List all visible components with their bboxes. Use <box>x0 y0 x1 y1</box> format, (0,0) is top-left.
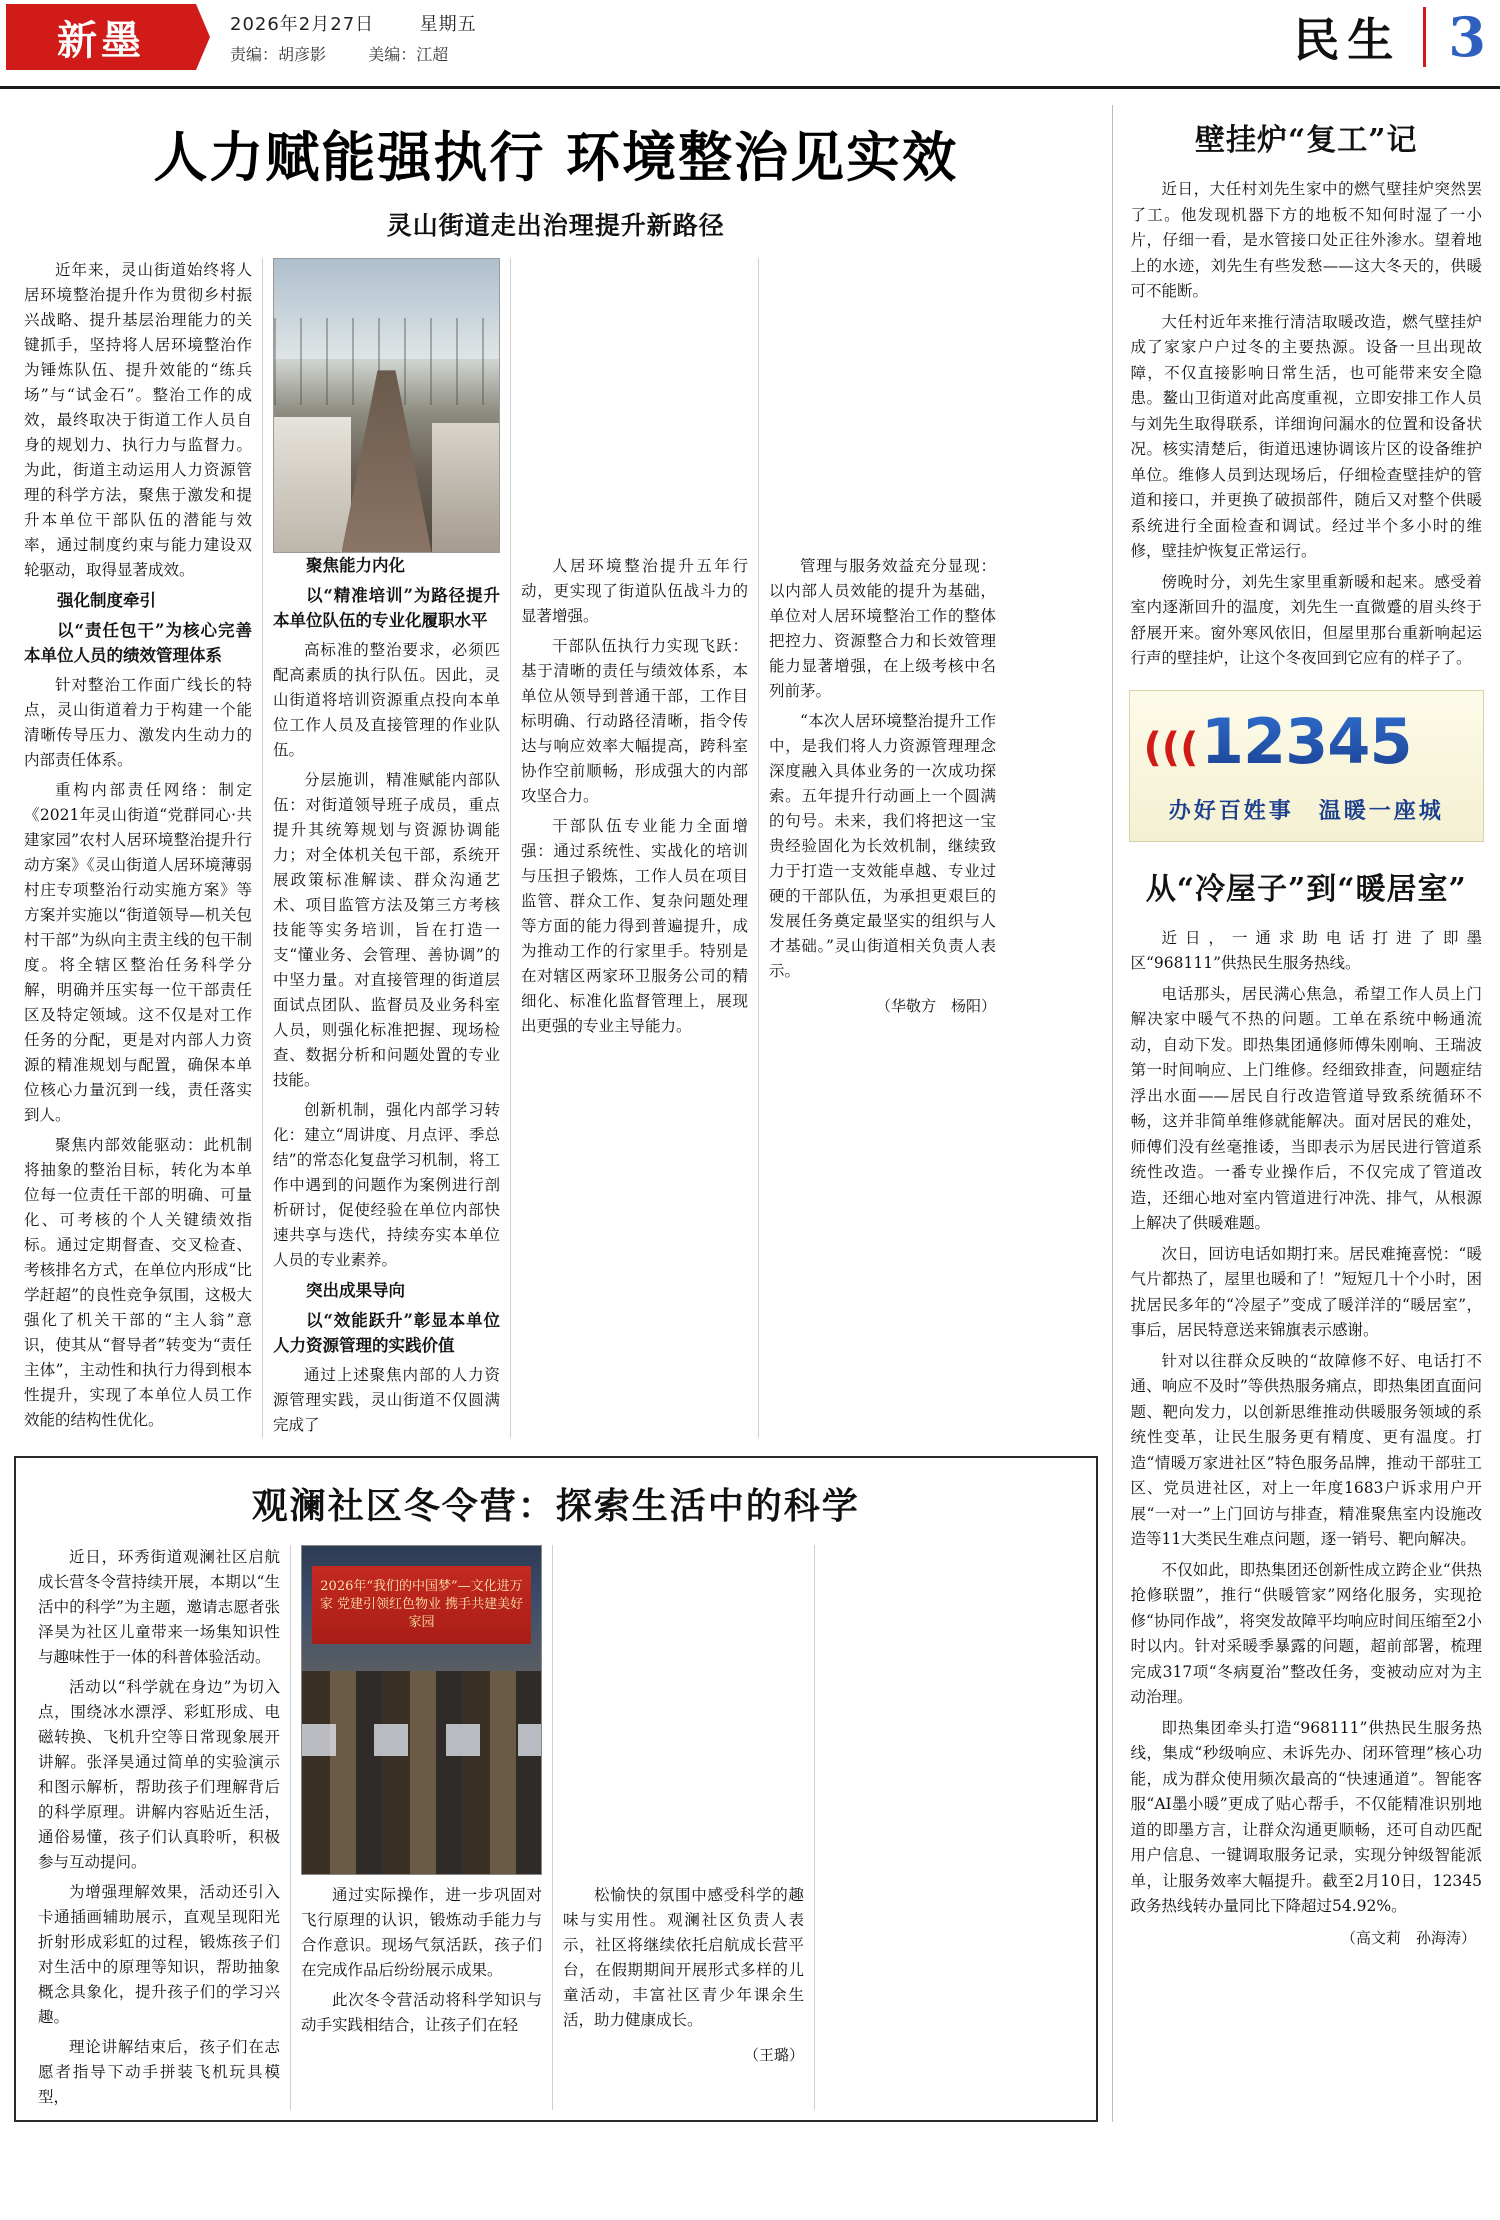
paragraph: 近日，大任村刘先生家中的燃气壁挂炉突然罢了工。他发现机器下方的地板不知何时湿了一小片，仔细一看，是水管接口处正往外渗水。望着地上的水迹，刘先生有些发愁——这大冬天的，供暖可不能断。 <box>1130 180 1482 300</box>
paragraph: 分层施训，精准赋能内部队伍：对街道领导班子成员，重点提升其统筹规划与资源协调能力；对全体机关包干部，系统开展政策标准解读、群众沟通艺术、项目监管方法及第三方考核技能等实务培训，旨在打造一支“懂业务、会管理、善协调”的中坚力量。对直接管理的街道层面试点团队、监督员及业务科室人员，则强化标准把握、现场检查、数据分析和问题处置的专业技能。 <box>273 771 500 1089</box>
publication-date: 2026年2月27日 <box>230 14 375 35</box>
layout-editor-credit: 美编：江超 <box>368 45 449 64</box>
paragraph: 傍晚时分，刘先生家里重新暖和起来。感受着室内逐渐回升的温度，刘先生一直微蹙的眉头终于舒展开来。窗外寒风依旧，但屋里那台重新响起运行声的壁挂炉，让这个冬夜回到它应有的样子了。 <box>1130 572 1482 667</box>
main-subheadline: 灵山街道走出治理提升新路径 <box>386 211 725 240</box>
masthead <box>0 0 1500 89</box>
paragraph: 人居环境整治提升五年行动，更实现了街道队伍战斗力的显著增强。 <box>521 557 748 625</box>
article-column-1 <box>14 258 262 1438</box>
section-subtitle: 以“责任包干”为核心完善本单位人员的绩效管理体系 <box>24 621 252 665</box>
photo-banner-text: 2026年“我们的中国梦”—文化进万家 党建引领红色物业 携手共建美好家园 <box>312 1566 532 1645</box>
boxed-article <box>14 1456 1098 2122</box>
paragraph: 松愉快的氛围中感受科学的趣味与实用性。观澜社区负责人表示，社区将继续依托启航成长营平台，在假期期间开展形式多样的儿童活动，丰富社区青少年课余生活，助力健康成长。 <box>563 1886 804 2029</box>
editor-credit: 责编：胡彦影 <box>230 45 327 64</box>
paragraph: 创新机制，强化内部学习转化：建立“周讲度、月点评、季总结”的常态化复盘学习机制，将工作中遇到的问题作为案例进行剖析研讨，促使经验在单位内部快速共享与迭代，持续夯实本单位人员的专业素养。 <box>273 1101 500 1269</box>
paragraph: 针对整治工作面广线长的特点，灵山街道着力于构建一个能清晰传导压力、激发内生动力的内部责任体系。 <box>24 676 252 769</box>
left-zone <box>14 89 1098 2122</box>
article-photo-village-road <box>273 258 500 553</box>
article-byline: （华敬方 杨阳） <box>875 997 996 1015</box>
paragraph: 通过上述聚焦内部的人力资源管理实践，灵山街道不仅圆满完成了 <box>273 1366 500 1434</box>
boxed-article-title: 观澜社区冬令营：探索生活中的科学 <box>251 1485 860 1527</box>
section-subtitle: 突出成果导向 <box>306 1281 405 1300</box>
right-zone <box>1127 89 1487 2122</box>
right-article1-body <box>1127 177 1487 672</box>
main-headline: 人力赋能强执行 环境整治见实效 <box>153 125 959 189</box>
publication-weekday: 星期五 <box>419 14 477 35</box>
article-column-3 <box>510 258 758 1438</box>
section-subtitle: 聚焦能力内化 <box>306 556 405 575</box>
boxed-article-photo-winter-camp <box>301 1545 542 1875</box>
paragraph: 活动以“科学就在身边”为切入点，围绕冰水漂浮、彩虹形成、电磁转换、飞机升空等日常现象展开讲解。张泽昊通过简单的实验演示和图示解析，帮助孩子们理解背后的科学原理。讲解内容贴近生活，通俗易懂，孩子们认真聆听，积极参与互动提问。 <box>38 1678 280 1871</box>
article-column-4 <box>758 258 1006 1438</box>
paragraph: 管理与服务效益充分显现：以内部人员效能的提升为基础，单位对人居环境整治工作的整体把控力、资源整合力和长效管理能力显著增强，在上级考核中名列前茅。 <box>769 557 996 700</box>
paragraph: 聚焦内部效能驱动：此机制将抽象的整治目标，转化为本单位每一位责任干部的明确、可量化、可考核的个人关键绩效指标。通过定期督查、交叉检查、考核排名方式，在单位内形成“比学赶超”的良性竞争氛围，这极大强化了机关干部的“主人翁”意识，使其从“督导者”转变为“责任主体”，主动性和执行力得到根本性提升，实现了本单位人员工作效能的结构性优化。 <box>24 1136 252 1429</box>
paragraph: 近日，一通求助电话打进了即墨区“968111”供热民生服务热线。 <box>1130 928 1482 972</box>
paragraph: 此次冬令营活动将科学知识与动手实践相结合，让孩子们在轻 <box>301 1991 542 2034</box>
paragraph: 电话那头，居民满心焦急，希望工作人员上门解决家中暖气不热的问题。工单在系统中畅通流动，自动下发。即热集团通修师傅朱刚响、王瑞波第一时间响应、上门维修。经细致排查，问题症结浮出水面——居民自行改造管道导致系统循环不畅，这并非简单维修就能解决。面对居民的难处，师傅们没有丝毫推诿，当即表示为居民进行管道系统性改造。一番专业操作后，不仅完成了管道改造，还细心地对室内管道进行冲洗、排气，从根源上解决了供暖难题。 <box>1130 984 1482 1232</box>
paragraph: 理论讲解结束后，孩子们在志愿者指导下动手拼装飞机玩具模型， <box>38 2038 280 2106</box>
paragraph: “本次人居环境整治提升工作中，是我们将人力资源管理理念深度融入具体业务的一次成功探索。五年提升行动画上一个圆满的句号。未来，我们将把这一宝贵经验固化为长效机制，继续致力于打造一支效能卓越、专业过硬的干部队伍，为承担更艰巨的发展任务奠定最坚实的组织与人才基础。”灵山街道相关负责人表示。 <box>769 712 996 980</box>
boxed-article-columns <box>28 1545 1084 2110</box>
hotline-number: 12345 <box>1130 705 1484 778</box>
paragraph: 近日，环秀街道观澜社区启航成长营冬令营持续开展，本期以“生活中的科学”为主题，邀请志愿者张泽昊为社区儿童带来一场集知识性与趣味性于一体的科普体验活动。 <box>38 1548 280 1666</box>
paragraph: 即热集团牵头打造“968111”供热民生服务热线，集成“秒级响应、未诉先办、闭环管理”核心功能，成为群众使用频次最高的“快速通道”。智能客服“AI墨小暖”更成了贴心帮手，不仅能精准识别地道的即墨方言，让群众沟通更顺畅，还可自动匹配用户信息、一键调取服务记录，实现分钟级智能派单，让服务效率大幅提升。截至2月10日，12345政务热线转办量同比下降超过54.92%。 <box>1130 1718 1482 1915</box>
page-body <box>0 89 1500 2122</box>
paragraph: 为增强理解效果，活动还引入卡通插画辅助展示，直观呈现阳光折射形成彩虹的过程，锻炼孩子们对生活中的原理等知识，帮助抽象概念具象化，提升孩子们的学习兴趣。 <box>38 1883 280 2026</box>
main-article-columns <box>14 258 1098 1438</box>
paragraph: 针对以往群众反映的“故障修不好、电话打不通、响应不及时”等供热服务痛点，即热集团直面问题、靶向发力，以创新思维推动供暖服务领域的系统性变革，让民生服务更有精度、更有温度。打造“情暖万家进社区”特色服务品牌，推动干部驻工区、党员进社区，对上一年度1683户诉求用户开展“一对一”上门回访与排查，精准聚焦室内设施改造等11大类民生难点问题，逐一销号、靶向解决。 <box>1130 1351 1482 1548</box>
paragraph: 近年来，灵山街道始终将人居环境整治提升作为贯彻乡村振兴战略、提升基层治理能力的关键抓手，坚持将人居环境整治作为锤炼队伍、提升效能的“练兵场”与“试金石”。整治工作的成效，最终取决于街道工作人员自身的规划力、执行力与监督力。为此，街道主动运用人力资源管理的科学方法，聚焦于激发和提升本单位干部队伍的潜能与效率，通过制度约束与能力建设双轮驱动，取得显著成效。 <box>24 261 252 579</box>
boxed-article-byline: （王璐） <box>743 2046 804 2064</box>
section-subtitle: 以“精准培训”为路径提升本单位队伍的专业化履职水平 <box>273 586 500 630</box>
section-subtitle: 以“效能跃升”彰显本单位人力资源管理的实践价值 <box>273 1311 500 1355</box>
right-article2-byline: （高文莉 孙海涛） <box>1340 1928 1476 1947</box>
boxed-column-3 <box>552 1545 814 2110</box>
section-title: 民生 <box>1293 13 1402 67</box>
page-number: 3 <box>1448 5 1486 69</box>
paragraph: 干部队伍专业能力全面增强：通过系统性、实战化的培训与压担子锻炼，工作人员在项目监管、群众工作、复杂问题处理等方面的能力得到普遍提升，成为推动工作的行家里手。特别是在对辖区两家环卫服务公司的精细化、标准化监督管理上，展现出更强的专业主导能力。 <box>521 817 748 1035</box>
boxed-column-1 <box>28 1545 290 2110</box>
boxed-column-2 <box>290 1545 552 2110</box>
newspaper-logo: 新墨 <box>6 4 196 70</box>
paragraph: 重构内部责任网络：制定《2021年灵山街道“党群同心·共建家园”农村人居环境整治提升行动方案》《灵山街道人居环境薄弱村庄专项整治行动实施方案》等方案并实施以“街道领导—机关包村干部”为纵向主责主线的包干制度。将全辖区整治任务科学分解，明确并压实每一位干部责任区及特定领域。这不仅是对工作任务的分配，更是对内部人力资源的精准规划与配置，确保本单位核心力量沉到一线，责任落实到人。 <box>24 781 252 1124</box>
right-article1-title: 壁挂炉“复工”记 <box>1194 123 1418 158</box>
article-column-2 <box>262 258 510 1438</box>
paragraph: 不仅如此，即热集团还创新性成立跨企业“供热抢修联盟”，推行“供暖管家”网络化服务，实现抢修“协同作战”，将突发故障平均响应时间压缩至2小时以内。针对采暖季暴露的问题，超前部署，梳理完成317项“冬病夏治”整改任务，变被动应对为主动治理。 <box>1130 1560 1482 1706</box>
boxed-column-4 <box>814 1545 1014 2110</box>
paragraph: 大任村近年来推行清洁取暖改造，燃气壁挂炉成了家家户户过冬的主要热源。设备一旦出现故障，不仅直接影响日常生活，也可能带来安全隐患。鳌山卫街道对此高度重视，立即安排工作人员与刘先生取得联系，详细询问漏水的位置和设备状况。核实清楚后，街道迅速协调该片区的设备维护单位。维修人员到达现场后，仔细检查壁挂炉的管道和接口，并更换了破损部件，随后又对整个供暖系统进行全面检查和调试。经过半个多小时的维修，壁挂炉恢复正常运行。 <box>1130 312 1482 560</box>
column-divider <box>1112 105 1113 2122</box>
paragraph: 干部队伍执行力实现飞跃：基于清晰的责任与绩效体系，本单位从领导到普通干部，工作目标明确、行动路径清晰，指令传达与响应效率大幅提高，跨科室协作空前顺畅，形成强大的内部攻坚合力。 <box>521 637 748 805</box>
right-article2-title: 从“冷屋子”到“暖居室” <box>1145 871 1467 907</box>
right-article2-body <box>1127 926 1487 1952</box>
masthead-section-block <box>1293 0 1500 70</box>
paragraph: 高标准的整治要求，必须匹配高素质的执行队伍。因此，灵山街道将培训资源重点投向本单位工作人员及直接管理的作业队伍。 <box>273 641 500 759</box>
paragraph: 通过实际操作，进一步巩固对飞行原理的认识，锻炼动手能力与合作意识。现场气氛活跃，孩子们在完成作品后纷纷展示成果。 <box>301 1886 542 1979</box>
section-subtitle: 强化制度牵引 <box>57 591 156 610</box>
section-divider <box>1423 7 1426 67</box>
hotline-slogan: 办好百姓事 温暖一座城 <box>1168 797 1444 824</box>
paragraph: 次日，回访电话如期打来。居民难掩喜悦：“暖气片都热了，屋里也暖和了！”短短几十个小时，困扰居民多年的“冷屋子”变成了暖洋洋的“暖居室”，事后，居民特意送来锦旗表示感谢。 <box>1130 1244 1482 1339</box>
hotline-advertisement[interactable] <box>1129 690 1485 842</box>
masthead-dateblock <box>230 0 477 70</box>
